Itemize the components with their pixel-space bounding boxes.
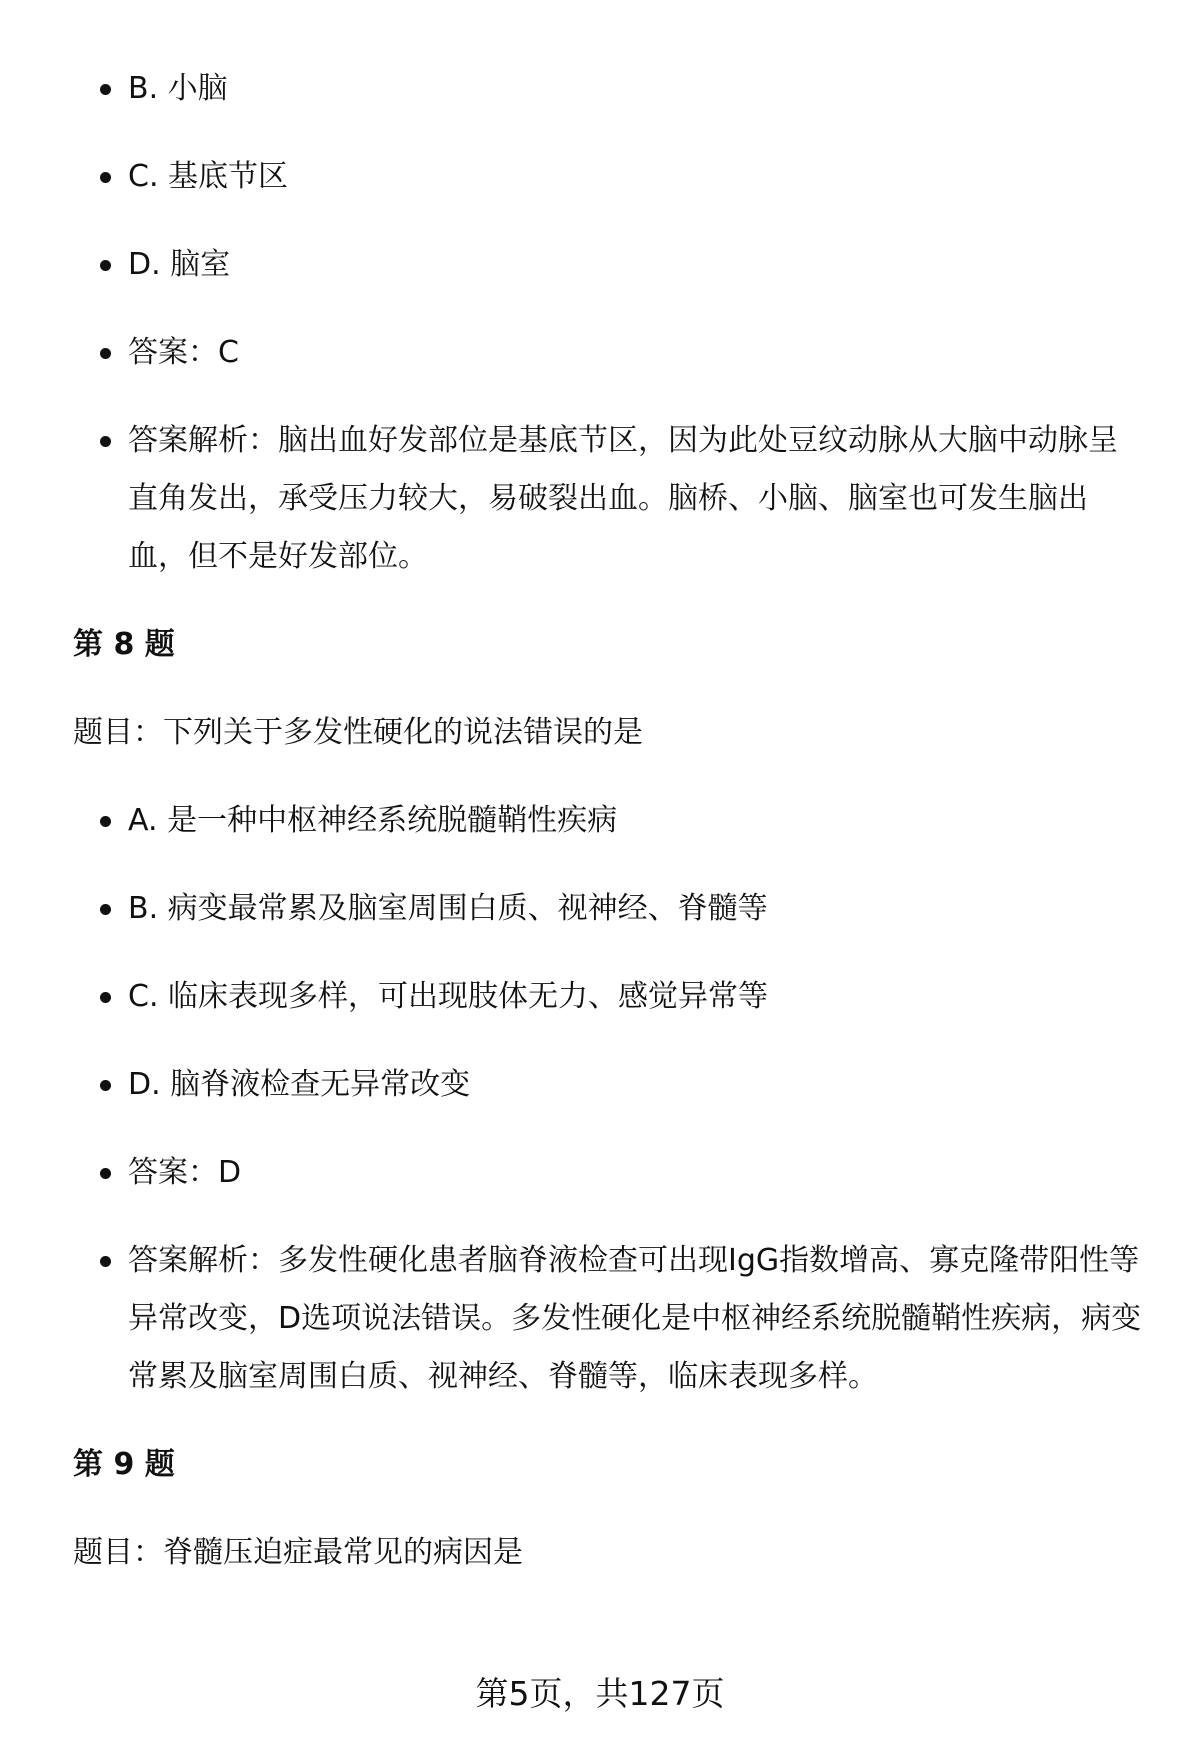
q8-explanation: 答案解析：多发性硬化患者脑脊液检查可出现IgG指数增高、寡克隆带阳性等异常改变，D选项说法错误。多发性硬化是中枢神经系统脱髓鞘性疾病，病变常累及脑室周围白质、视神经、脊髓等，临床表现多样。 <box>73 1232 1143 1406</box>
list-item: B. 病变最常累及脑室周围白质、视神经、脊髓等 <box>73 880 1143 938</box>
list-item: D. 脑脊液检查无异常改变 <box>73 1056 1143 1114</box>
q7-answer: 答案：C <box>73 324 1143 382</box>
question-8-text: 题目：下列关于多发性硬化的说法错误的是 <box>73 715 643 750</box>
question-9-text: 题目：脊髓压迫症最常见的病因是 <box>73 1535 523 1570</box>
list-item: D. 脑室 <box>73 236 1143 294</box>
q7-option-list <box>73 60 1143 586</box>
question-8-title: 第 8 题 <box>73 627 175 662</box>
q8-answer: 答案：D <box>73 1144 1143 1202</box>
list-item: C. 基底节区 <box>73 148 1143 206</box>
list-item: B. 小脑 <box>73 60 1143 118</box>
question-9-title: 第 9 题 <box>73 1447 175 1482</box>
list-item: C. 临床表现多样，可出现肢体无力、感觉异常等 <box>73 968 1143 1026</box>
q8-option-list <box>73 792 1143 1406</box>
page-content <box>73 60 1143 1612</box>
list-item: A. 是一种中枢神经系统脱髓鞘性疾病 <box>73 792 1143 850</box>
q7-explanation: 答案解析：脑出血好发部位是基底节区，因为此处豆纹动脉从大脑中动脉呈直角发出，承受压力较大，易破裂出血。脑桥、小脑、脑室也可发生脑出血，但不是好发部位。 <box>73 412 1143 586</box>
page-number: 第5页，共127页 <box>475 1674 725 1713</box>
